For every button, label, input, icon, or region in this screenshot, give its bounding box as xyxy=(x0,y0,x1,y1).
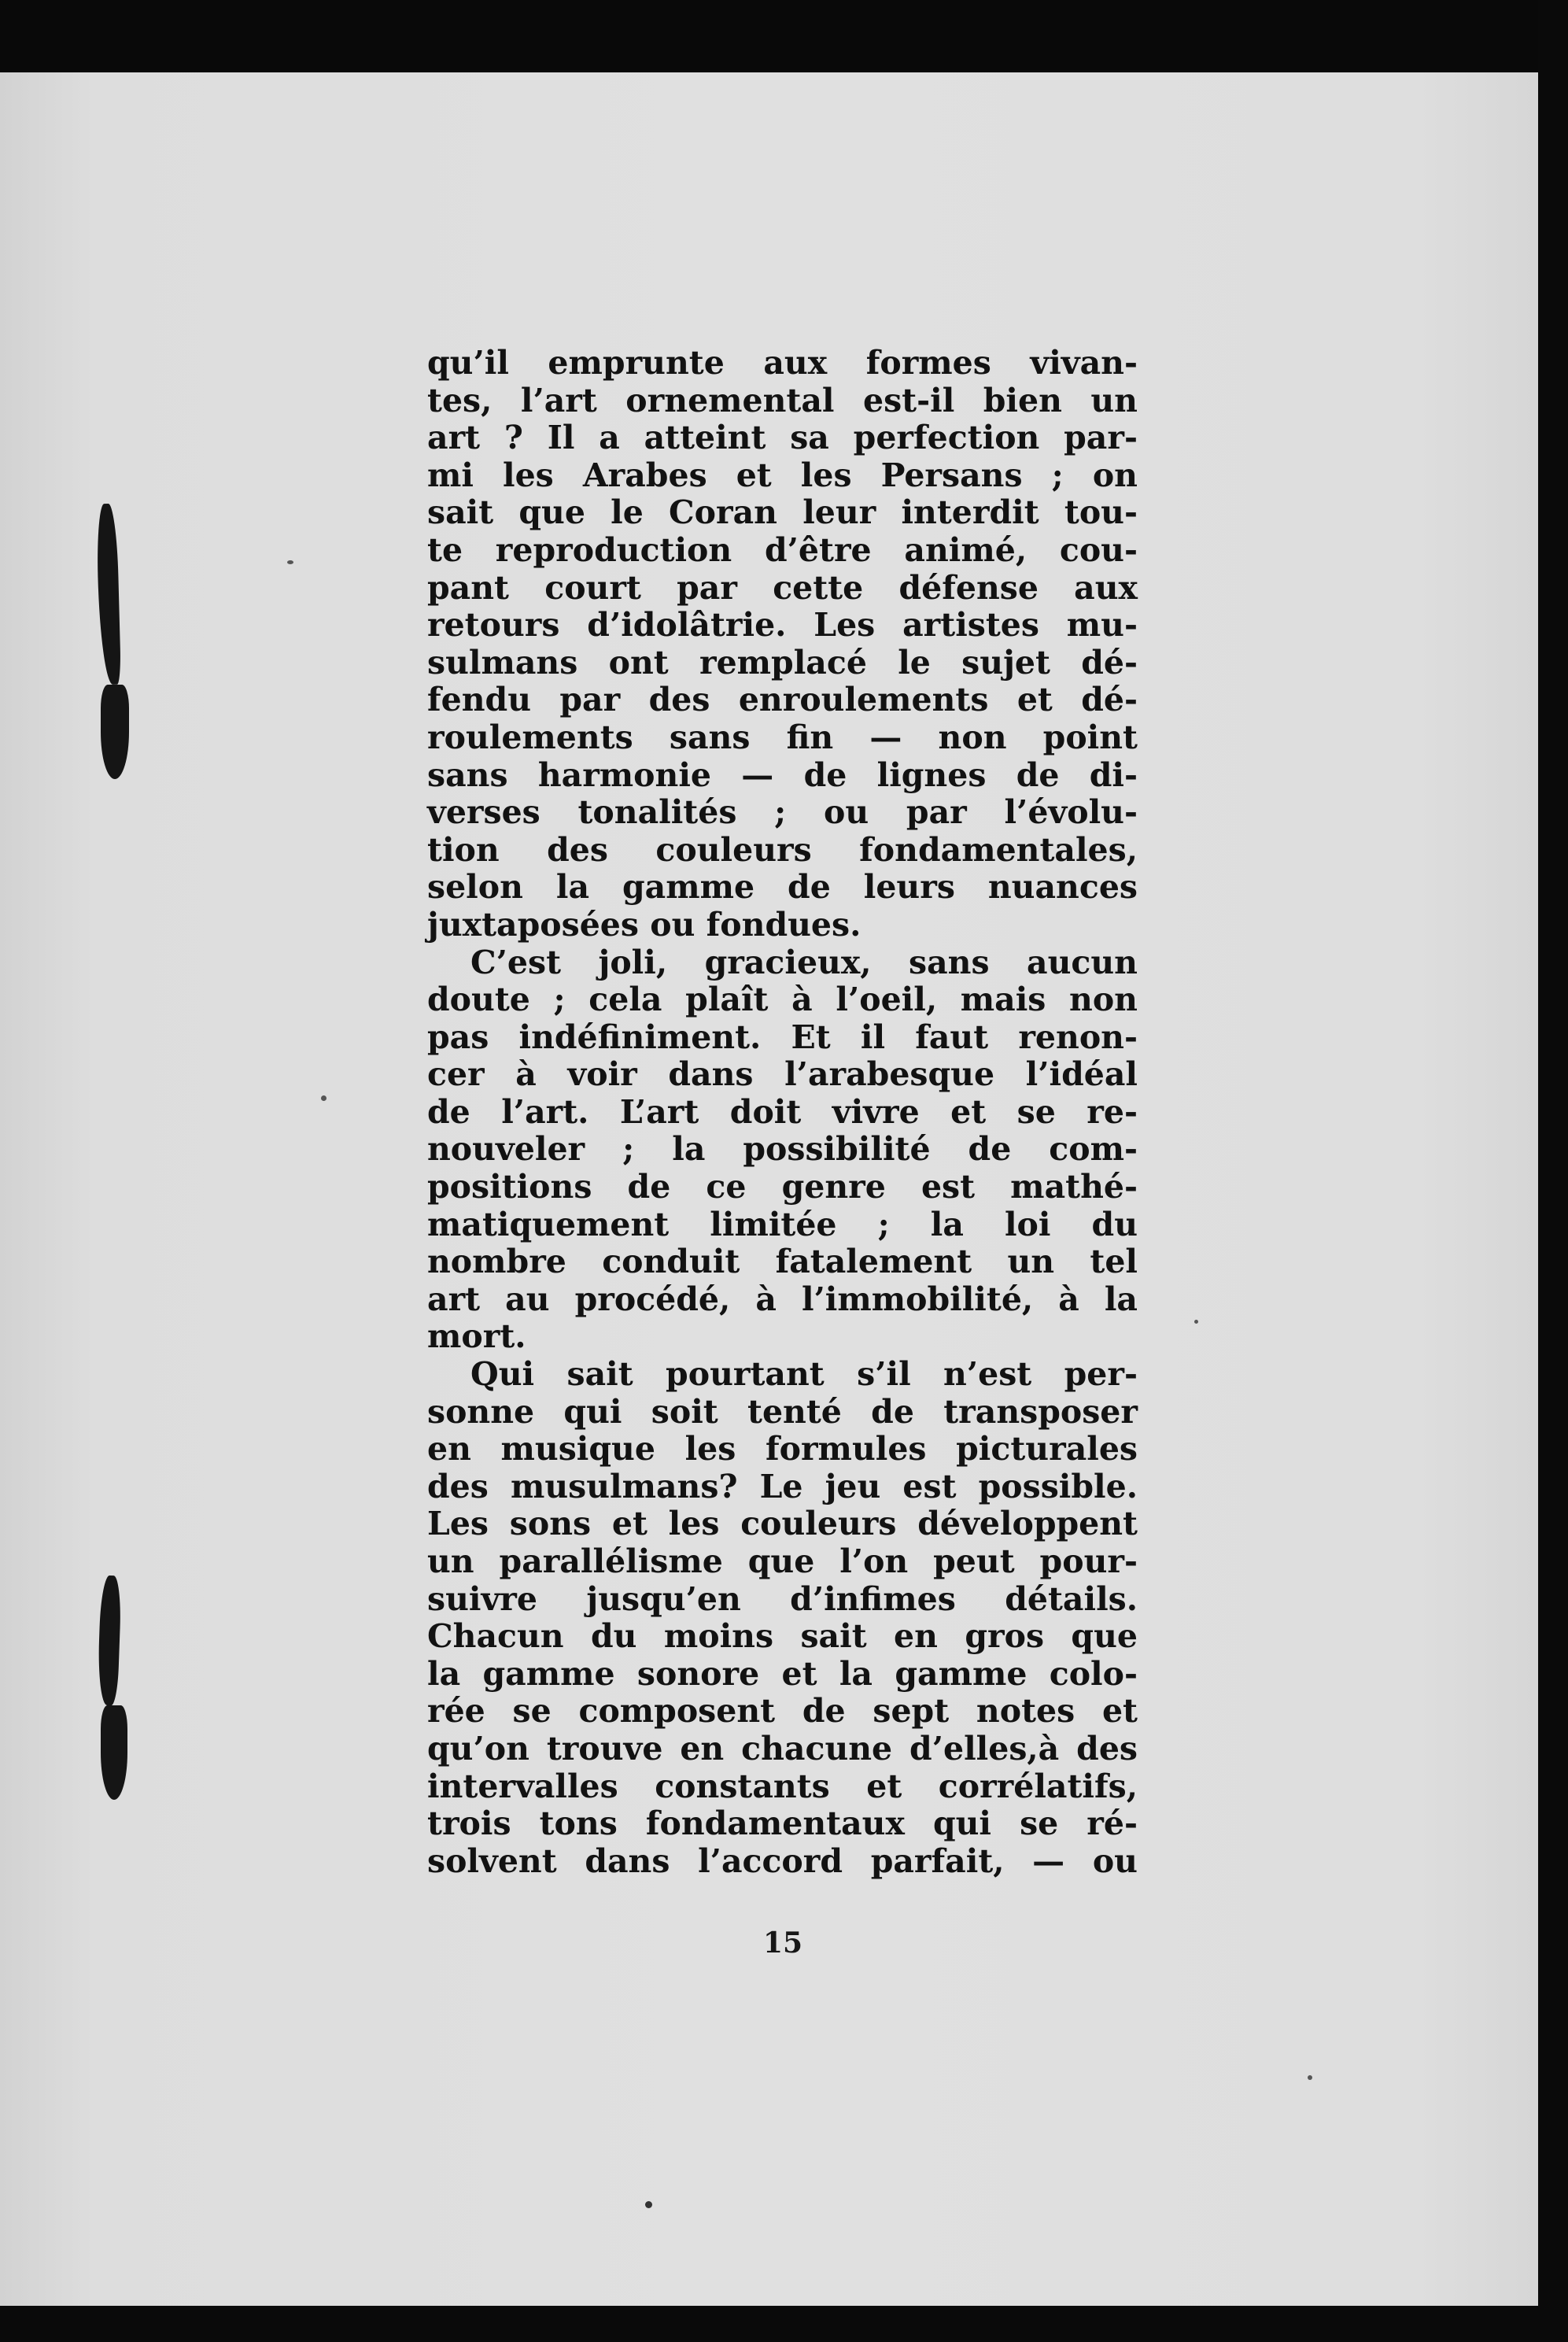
text-line: de l’art. L’art doit vivre et se re- xyxy=(427,1092,1138,1131)
text-line: tion des couleurs fondamentales, xyxy=(427,830,1138,869)
text-line: selon la gamme de leurs nuances xyxy=(427,868,1138,907)
text-line: nouveler ; la possibilité de com- xyxy=(427,1130,1138,1169)
text-line: qu’on trouve en chacune d’elles,à des xyxy=(427,1729,1138,1768)
text-line: sait que le Coran leur interdit tou- xyxy=(427,493,1138,532)
dust-speck xyxy=(645,2201,652,2208)
text-line: un parallélisme que l’on peut pour- xyxy=(427,1542,1138,1580)
text-line: Les sons et les couleurs développent xyxy=(427,1505,1138,1543)
text-line: pas indéfiniment. Et il faut renon- xyxy=(427,1018,1138,1056)
scan-bottom-border xyxy=(0,2306,1568,2342)
dust-speck xyxy=(1308,2075,1312,2080)
text-line: suivre jusqu’en d’infimes détails. xyxy=(427,1579,1138,1618)
paragraph-2 xyxy=(427,944,1138,1357)
text-line: mort. xyxy=(427,1317,526,1356)
text-line: intervalles constants et corrélatifs, xyxy=(427,1767,1138,1805)
body-text xyxy=(427,345,1138,1880)
text-line: sulmans ont remplacé le sujet dé- xyxy=(427,643,1138,682)
scan-right-border xyxy=(1538,0,1568,2342)
text-line: des musulmans? Le jeu est possible. xyxy=(427,1467,1138,1505)
text-line: verses tonalités ; ou par l’évolu- xyxy=(427,793,1138,832)
text-line: Chacun du moins sait en gros que xyxy=(427,1617,1138,1656)
binding-staple-mark-bottom xyxy=(97,1575,122,1706)
text-line: Qui sait pourtant s’il n’est per- xyxy=(470,1355,1138,1394)
text-line: sonne qui soit tenté de transposer xyxy=(427,1392,1138,1431)
dust-speck xyxy=(1194,1320,1198,1324)
binding-staple-mark-top-end xyxy=(101,685,129,779)
text-line: matiquement limitée ; la loi du xyxy=(427,1205,1138,1243)
text-line: pant court par cette défense aux xyxy=(427,568,1138,607)
text-line: te reproduction d’être animé, cou- xyxy=(427,530,1138,569)
dust-speck xyxy=(321,1095,327,1101)
binding-staple-mark-top xyxy=(96,504,121,685)
text-line: rée se composent de sept notes et xyxy=(427,1692,1138,1731)
text-line: en musique les formules picturales xyxy=(427,1430,1138,1468)
text-line: juxtaposées ou fondues. xyxy=(427,905,861,944)
text-line: mi les Arabes et les Persans ; on xyxy=(427,456,1138,494)
text-line: tes, l’art ornemental est-il bien un xyxy=(427,381,1138,419)
scan-top-border xyxy=(0,0,1568,72)
text-line: fendu par des enroulements et dé- xyxy=(427,681,1138,719)
text-line: doute ; cela plaît à l’oeil, mais non xyxy=(427,981,1138,1019)
text-line: positions de ce genre est mathé- xyxy=(427,1168,1138,1206)
text-line: sans harmonie — de lignes de di- xyxy=(427,755,1138,794)
text-line: qu’il emprunte aux formes vivan- xyxy=(427,344,1138,382)
text-line: trois tons fondamentaux qui se ré- xyxy=(427,1805,1138,1843)
text-line: la gamme sonore et la gamme colo- xyxy=(427,1654,1138,1693)
text-line: art au procédé, à l’immobilité, à la xyxy=(427,1280,1138,1318)
paragraph-3 xyxy=(427,1356,1138,1880)
text-line: art ? Il a atteint sa perfection par- xyxy=(427,419,1138,457)
binding-staple-mark-bottom-end xyxy=(101,1705,127,1800)
text-line: solvent dans l’accord parfait, — ou xyxy=(427,1841,1138,1880)
page-number: 15 xyxy=(762,1926,803,1960)
text-line: retours d’idolâtrie. Les artistes mu- xyxy=(427,606,1138,645)
dust-speck xyxy=(287,560,293,564)
text-line: cer à voir dans l’arabesque l’idéal xyxy=(427,1055,1138,1094)
text-line: C’est joli, gracieux, sans aucun xyxy=(470,943,1138,981)
text-line: nombre conduit fatalement un tel xyxy=(427,1243,1138,1281)
paragraph-1 xyxy=(427,345,1138,944)
text-line: roulements sans fin — non point xyxy=(427,718,1138,756)
